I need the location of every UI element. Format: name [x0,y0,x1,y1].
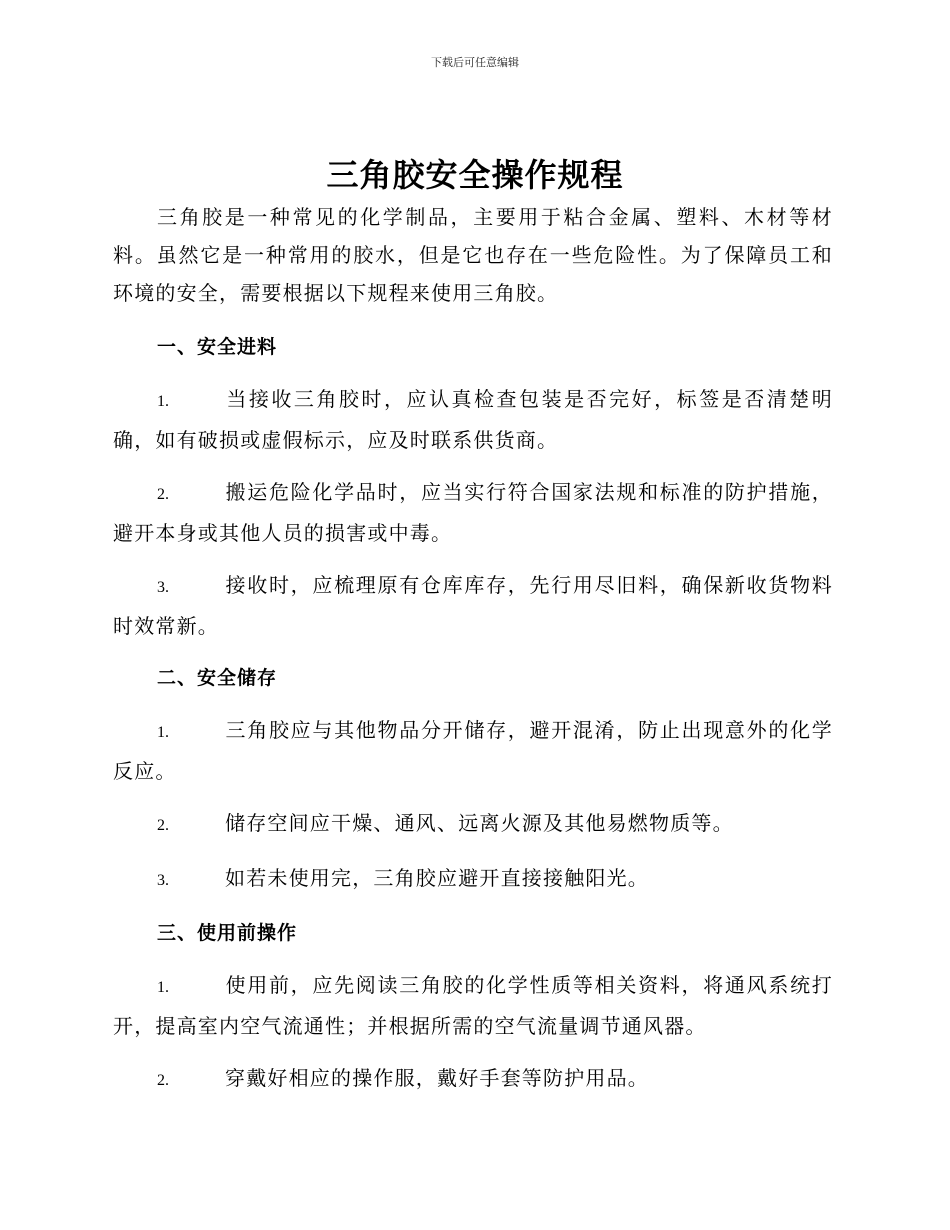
item-text: 储存空间应干燥、通风、远离火源及其他易燃物质等。 [225,811,734,835]
section-3 [113,914,833,1100]
item-text: 当接收三角胶时，应认真检查包装是否完好，标签是否清楚明确，如有破损或虚假标示，应及时联系供货商。 [113,387,833,452]
list-item [113,966,833,1045]
item-number: 3. [157,872,169,889]
item-text: 穿戴好相应的操作服，戴好手套等防护用品。 [225,1066,649,1090]
item-number: 1. [157,393,169,410]
list-item [113,711,833,790]
item-text: 如若未使用完，三角胶应避开直接接触阳光。 [225,866,649,890]
page-title: 三角胶安全操作规程 [326,156,624,194]
intro-paragraph: 三角胶是一种常见的化学制品，主要用于粘合金属、塑料、木材等材料。虽然它是一种常用的胶水，但是它也存在一些危险性。为了保障员工和环境的安全，需要根据以下规程来使用三角胶。 [113,205,833,305]
item-number: 2. [157,486,169,503]
list-item [113,804,833,845]
list-item [113,473,833,552]
item-text: 使用前，应先阅读三角胶的化学性质等相关资料，将通风系统打开，提高室内空气流通性；并根据所需的空气流量调节通风器。 [113,973,833,1038]
document-body [113,198,833,1114]
item-number: 2. [157,1072,169,1089]
list-item [113,859,833,900]
section-2 [113,659,833,900]
section-heading: 二、安全储存 [157,667,278,689]
section-heading: 三、使用前操作 [157,922,298,944]
section-1 [113,328,833,645]
list-item [113,1059,833,1100]
list-item [113,566,833,645]
header-note: 下载后可任意编辑 [431,56,519,69]
item-text: 搬运危险化学品时，应当实行符合国家法规和标准的防护措施，避开本身或其他人员的损害或中毒。 [113,480,833,545]
item-number: 3. [157,579,169,596]
item-number: 1. [157,724,169,741]
item-number: 1. [157,979,169,996]
item-number: 2. [157,817,169,834]
list-item [113,380,833,459]
item-text: 接收时，应梳理原有仓库库存，先行用尽旧料，确保新收货物料时效常新。 [113,573,833,638]
section-heading: 一、安全进料 [157,336,278,358]
item-text: 三角胶应与其他物品分开储存，避开混淆，防止出现意外的化学反应。 [113,718,833,783]
